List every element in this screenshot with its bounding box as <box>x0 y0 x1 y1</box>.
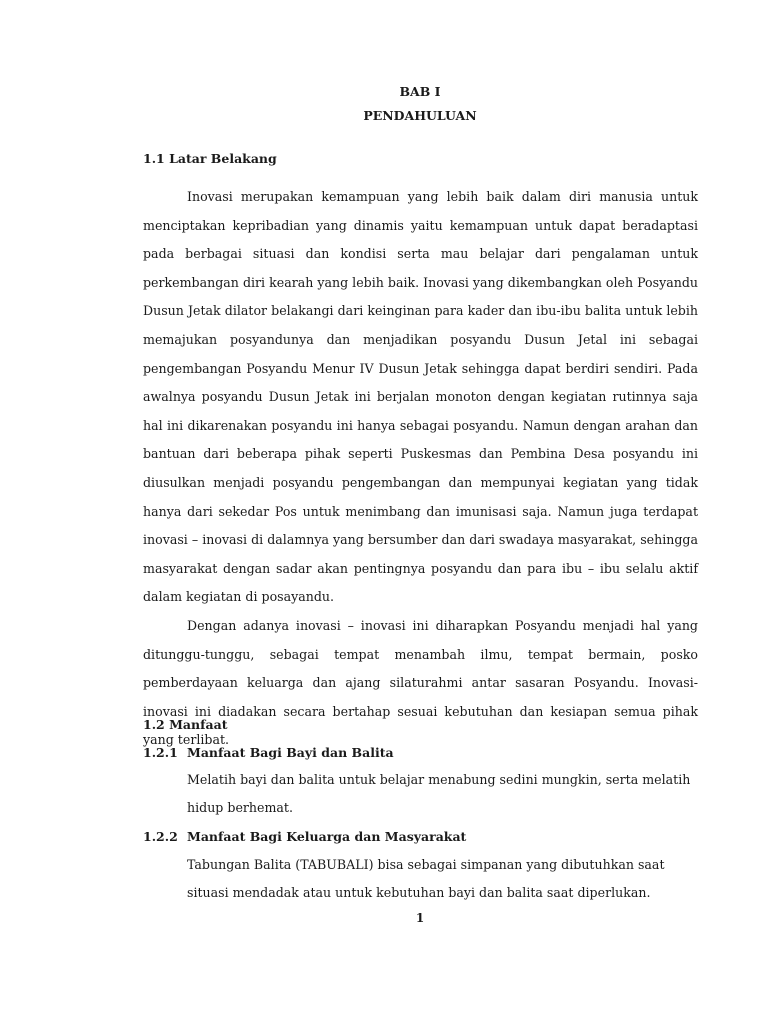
subsection-title-bayi-balita <box>143 745 394 760</box>
page-number: 1 <box>415 911 425 925</box>
subsection-title-keluarga-masyarakat <box>143 829 466 844</box>
section-body-latar-belakang <box>143 183 698 755</box>
subsection-label: Manfaat Bagi Keluarga dan Masyarakat <box>187 829 467 844</box>
chapter-title: PENDAHULUAN <box>363 108 477 123</box>
paragraph: Inovasi merupakan kemampuan yang lebih baik dalam diri manusia untuk menciptakan kepribadian yang dinamis yaitu kemampuan untuk dapat beradaptasi pada berbagai situasi dan kondisi serta mau belajar dari pengalaman untuk perkembangan diri kearah yang lebih baik. Inovasi yang dikembangkan oleh Posyandu Dusun Jetak dilator belakangi dari keinginan para kader dan ibu-ibu balita untuk lebih memajukan posyandunya dan menjadikan posyandu Dusun Jetal ini sebagai pengembangan Posyandu Menur IV Dusun Jetak sehingga dapat berdiri sendiri. Pada awalnya posyandu Dusun Jetak ini berjalan monoton dengan kegiatan rutinnya saja hal ini dikarenakan posyandu ini hanya sebagai posyandu. Namun dengan arahan dan bantuan dari beberapa pihak seperti Puskesmas dan Pembina Desa posyandu ini diusulkan menjadi posyandu pengembangan dan mempunyai kegiatan yang tidak hanya dari sekedar Pos untuk menimbang dan imunisasi saja. Namun juga terdapat inovasi – inovasi di dalamnya yang bersumber dan dari swadaya masyarakat, sehingga masyarakat dengan sadar akan pentingnya posyandu dan para ibu – ibu selalu aktif dalam kegiatan di posayandu. <box>143 189 698 605</box>
subsection-number: 1.2.1 <box>143 745 178 760</box>
subsection-body-bayi-balita: Melatih bayi dan balita untuk belajar menabung sedini mungkin, serta melatih hidup berhemat. <box>187 772 691 816</box>
chapter-label: BAB I <box>399 84 441 99</box>
section-title-latar-belakang: 1.1 Latar Belakang <box>143 151 277 166</box>
section-title-manfaat: 1.2 Manfaat <box>143 717 228 732</box>
subsection-body-keluarga-masyarakat: Tabungan Balita (TABUBALI) bisa sebagai simpanan yang dibutuhkan saat situasi mendadak atau untuk kebutuhan bayi dan balita saat diperlukan. <box>187 857 665 901</box>
subsection-label: Manfaat Bagi Bayi dan Balita <box>187 745 394 760</box>
paragraph: Dengan adanya inovasi – inovasi ini diharapkan Posyandu menjadi hal yang ditunggu-tunggu, sebagai tempat menambah ilmu, tempat bermain, posko pemberdayaan keluarga dan ajang silaturahmi antar sasaran Posyandu. Inovasi-inovasi ini diadakan secara bertahap sesuai kebutuhan dan kesiapan semua pihak yang terlibat. <box>143 617 698 748</box>
subsection-number: 1.2.2 <box>143 829 178 844</box>
